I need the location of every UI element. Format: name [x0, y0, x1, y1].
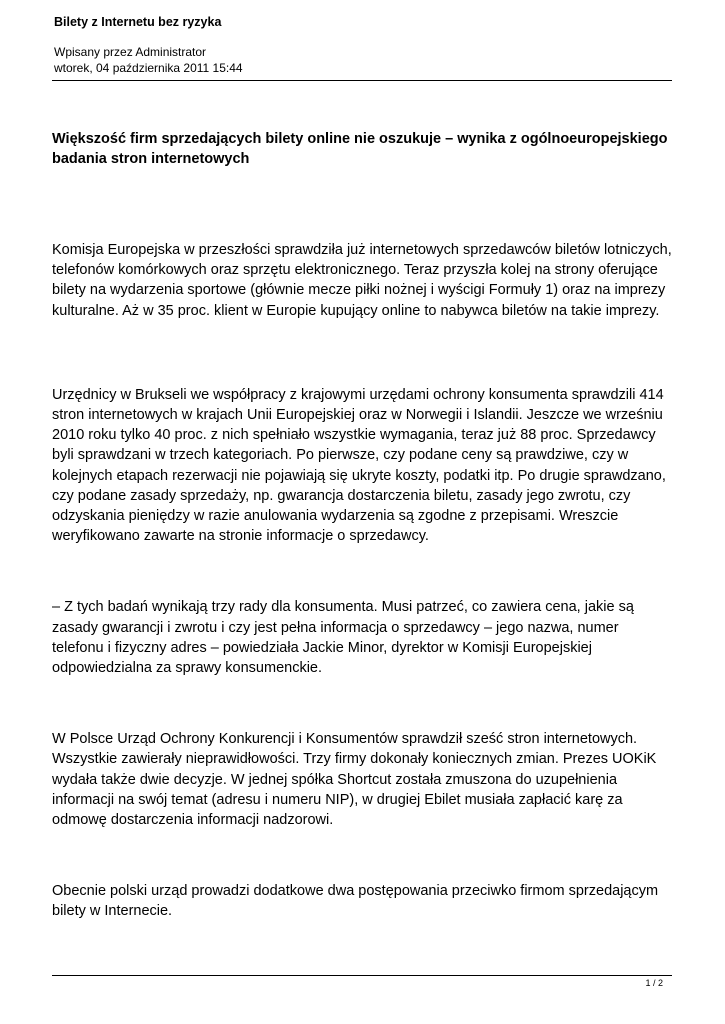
article-meta: [54, 44, 672, 76]
page-header: [54, 14, 672, 76]
paragraph: W Polsce Urząd Ochrony Konkurencji i Konsumentów sprawdził sześć stron internetowych. Wszystkie zawierały nieprawidłowości. Trzy firmy dokonały koniecznych zmian. Prezes UOKiK wydała także dwie decyzje. W jednej spółka Shortcut została zmuszona do uzupełnienia informacji na swój temat (adresu i numeru NIP), w drugiej Ebilet musiała zapłacić karę za odmowę dostarczenia informacji nadzorowi.: [52, 731, 657, 829]
paragraph: Komisja Europejska w przeszłości sprawdziła już internetowych sprzedawców biletów lotniczych, telefonów komórkowych oraz sprzętu elektronicznego. Teraz przyszła kolej na strony oferujące bilety na wydarzenia sportowe (głównie mecze piłki nożnej i wyścigi Formuły 1) oraz na imprezy kulturalne. Aż w 35 proc. klient w Europie kupujący online to nabywca biletów na takie imprezy.: [52, 242, 672, 319]
paragraph: Urzędnicy w Brukseli we współpracy z krajowymi urzędami ochrony konsumenta sprawdzili 414 stron internetowych w krajach Unii Europejskiej oraz w Norwegii i Islandii. Jeszcze we wrześniu 2010 roku tylko 40 proc. z nich spełniało wszystkie wymagania, teraz już 88 proc. Sprzedawcy byli sprawdzani w trzech kategoriach. Po pierwsze, czy podane ceny są prawdziwe, czy w kolejnych etapach rezerwacji nie pojawiają się ukryte koszty, podatki itp. Po drugie sprawdzano, czy podane zasady sprzedaży, np. gwarancja dostarczenia biletu, zasady jego zwrotu, czy odzyskania pieniędzy w razie anulowania wydarzenia są zgodne z przepisami. Wreszcie weryfikowano zawarte na stronie informacje o sprzedawcy.: [52, 386, 666, 545]
date-line: wtorek, 04 października 2011 15:44: [54, 61, 243, 75]
article-headline: Większość firm sprzedających bilety online nie oszukuje – wynika z ogólnoeuropejskiego badania stron internetowych: [52, 131, 668, 167]
paragraph: Obecnie polski urząd prowadzi dodatkowe dwa postępowania przeciwko firmom sprzedającym bilety w Internecie.: [52, 883, 659, 920]
article-body: [52, 129, 674, 922]
page-number: 1 / 2: [645, 978, 663, 988]
footer-divider: [52, 975, 672, 976]
header-divider: [52, 80, 672, 81]
paragraph: – Z tych badań wynikają trzy rady dla konsumenta. Musi patrzeć, co zawiera cena, jakie są zasady gwarancji i zwrotu i czy jest pełna informacja o sprzedawcy – jego nazwa, numer telefonu i fizyczny adres – powiedziała Jackie Minor, dyrektor w Komisji Europejskiej odpowiedzialna za sprawy konsumenckie.: [52, 599, 634, 677]
document-title: Bilety z Internetu bez ryzyka: [54, 15, 222, 29]
author-line: Wpisany przez Administrator: [54, 45, 207, 59]
